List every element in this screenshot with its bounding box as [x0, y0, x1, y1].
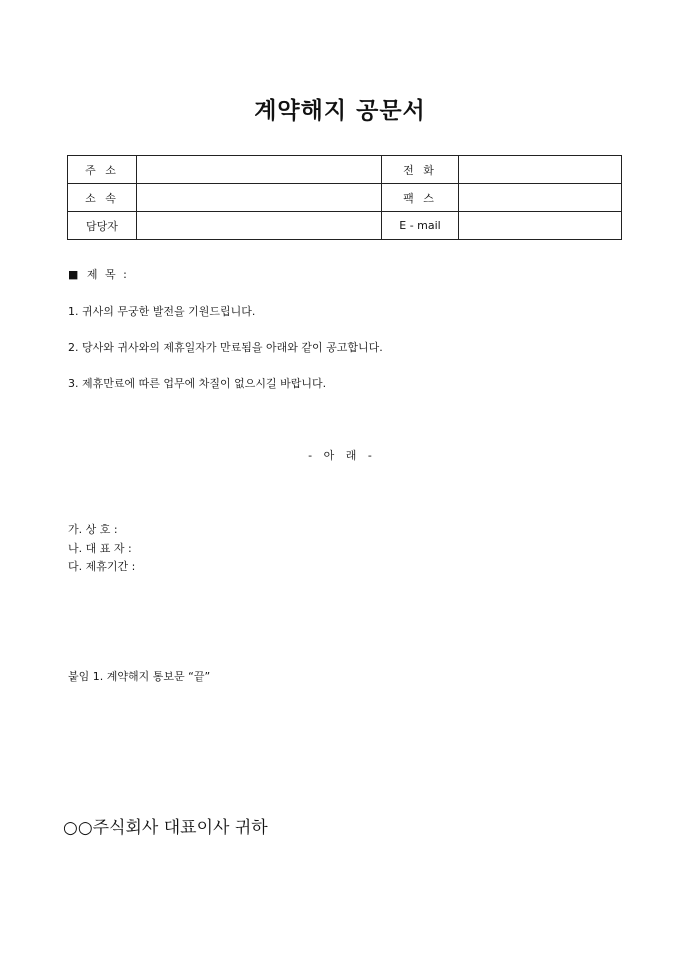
email-label: E - mail	[382, 212, 459, 240]
document-title: 계약해지 공문서	[254, 98, 426, 124]
subject-label: 제 목 :	[86, 268, 129, 281]
square-bullet-icon: ■	[68, 268, 79, 281]
email-value	[459, 212, 622, 240]
address-label: 주 소	[68, 156, 137, 184]
below-heading: - 아 래 -	[308, 449, 372, 462]
phone-value	[459, 156, 622, 184]
detail-representative: 나. 대 표 자 :	[68, 542, 132, 555]
contact-person-label: 담당자	[68, 212, 137, 240]
attachment-line: 붙임 1. 계약해지 통보문 “끝”	[68, 670, 211, 683]
contact-person-value	[137, 212, 382, 240]
table-row	[68, 156, 622, 184]
address-value	[137, 156, 382, 184]
fax-label: 팩 스	[382, 184, 459, 212]
subject-line	[68, 266, 129, 282]
detail-company-name: 가. 상 호 :	[68, 523, 118, 536]
closing-addressee: ○○주식회사 대표이사 귀하	[63, 818, 268, 838]
list-item: 3. 제휴만료에 따른 업무에 차질이 없으시길 바랍니다.	[68, 377, 327, 390]
list-item: 2. 당사와 귀사와의 제휴일자가 만료됨을 아래와 같이 공고합니다.	[68, 341, 383, 354]
department-value	[137, 184, 382, 212]
table-row	[68, 184, 622, 212]
detail-partnership-period: 다. 제휴기간 :	[68, 560, 136, 573]
table-row	[68, 212, 622, 240]
info-table	[67, 155, 622, 240]
department-label: 소 속	[68, 184, 137, 212]
fax-value	[459, 184, 622, 212]
phone-label: 전 화	[382, 156, 459, 184]
list-item: 1. 귀사의 무궁한 발전을 기원드립니다.	[68, 305, 256, 318]
